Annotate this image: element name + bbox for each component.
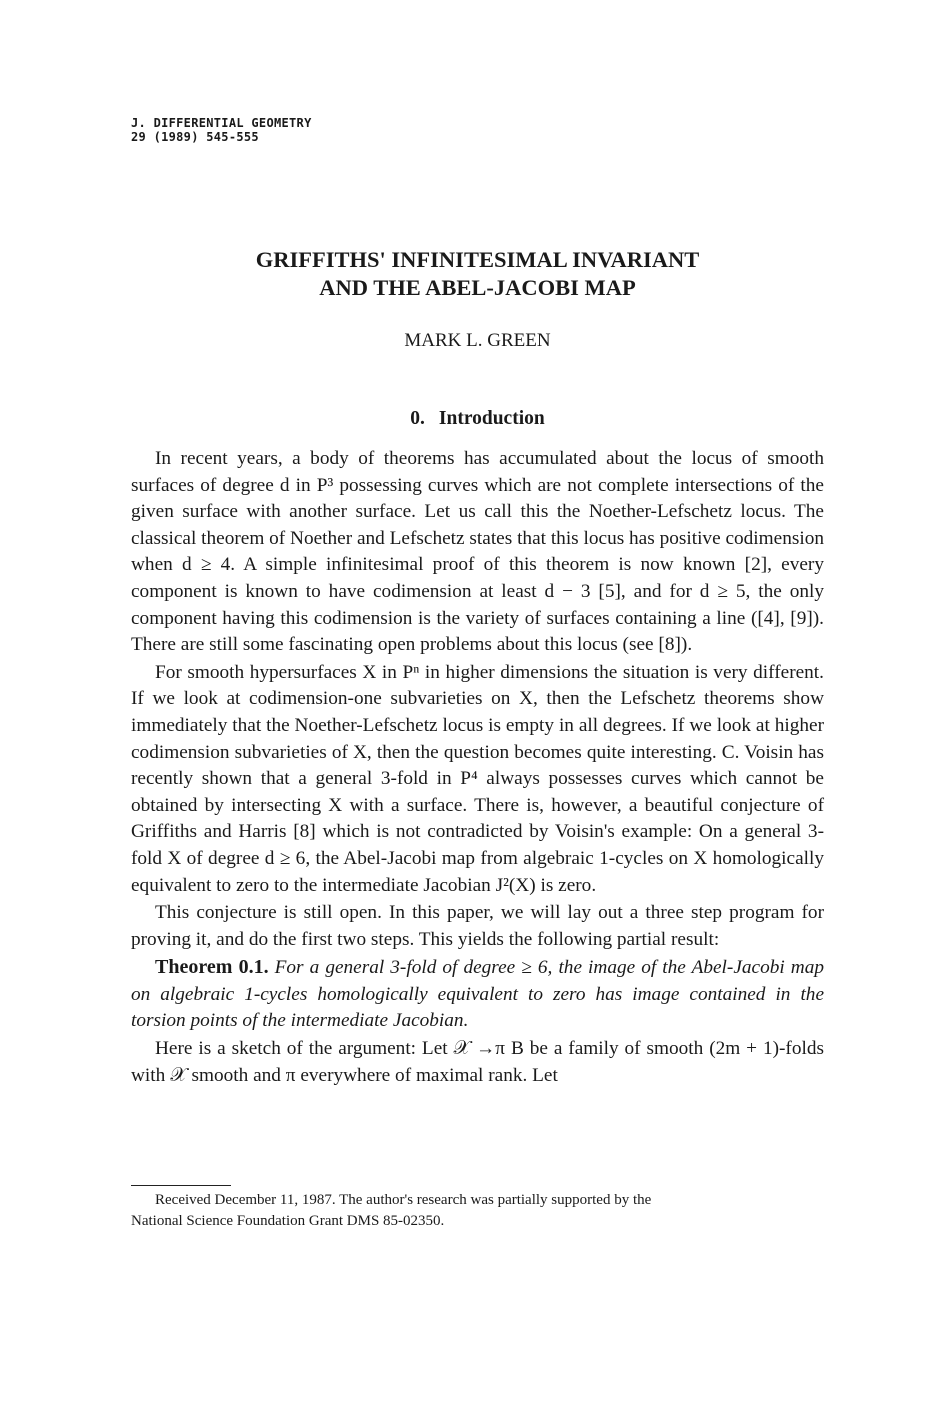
theorem <box>131 954 824 1035</box>
paper-title <box>131 246 824 302</box>
title-line-2: AND THE ABEL-JACOBI MAP <box>319 275 636 300</box>
body-text <box>131 446 824 1089</box>
footnote-rule <box>131 1185 231 1186</box>
footnote-line-1: Received December 11, 1987. The author's research was partially supported by the <box>155 1192 652 1208</box>
journal-citation: 29 (1989) 545-555 <box>131 130 259 144</box>
section-number: 0. <box>410 408 425 429</box>
section-title: Introduction <box>438 408 545 429</box>
paragraph-2: For smooth hypersurfaces X in Pⁿ in higher dimensions the situation is very different. If we look at codimension-one subvarieties on X, then the Lefschetz theorems show immediately that the Noether-Lefschetz locus is empty in all degrees. If we look at higher codimension subvarieties of X, then the question becomes quite interesting. C. Voisin has recently shown that a general 3-fold in P⁴ always possesses curves which cannot be obtained by intersecting X with a surface. There is, however, a beautiful conjecture of Griffiths and Harris [8] which is not contradicted by Voisin's example: On a general 3-fold X of degree d ≥ 6, the Abel-Jacobi map from algebraic 1-cycles on X homologically equivalent to zero to the intermediate Jacobian J²(X) is zero. <box>131 661 824 896</box>
author-name: MARK L. GREEN <box>404 330 551 351</box>
journal-name: J. DIFFERENTIAL GEOMETRY <box>131 116 312 130</box>
paragraph-1: In recent years, a body of theorems has accumulated about the locus of smooth surfaces of degree d in P³ possessing curves which are not complete intersections of the given surface with another surface. Let us call this the Noether-Lefschetz locus. The classical theorem of Noether and Lefschetz states that this locus has positive codimension when d ≥ 4. A simple infinitesimal proof of this theorem is now known [2], every component is known to have codimension at least d − 3 [5], and for d ≥ 5, the only component having this codimension is the variety of surfaces containing a line ([4], [9]). There are still some fascinating open problems about this locus (see [8]). <box>131 448 824 656</box>
footnote <box>131 1190 824 1232</box>
footnote-line-2: National Science Foundation Grant DMS 85-02350. <box>131 1213 445 1229</box>
theorem-label: Theorem 0.1. <box>155 956 269 979</box>
journal-header <box>131 116 312 144</box>
paragraph-3: This conjecture is still open. In this paper, we will lay out a three step program for proving it, and do the first two steps. This yields the following partial result: <box>131 902 824 950</box>
paragraph-5: Here is a sketch of the argument: Let 𝒳 →π B be a family of smooth (2m + 1)-folds with 𝒳 smooth and π everywhere of maximal rank. Let <box>131 1038 824 1086</box>
theorem-statement: For a general 3-fold of degree ≥ 6, the image of the Abel-Jacobi map on algebraic 1-cycles homologically equivalent to zero has image contained in the torsion points of the intermediate Jacobian. <box>131 957 824 1032</box>
title-line-1: GRIFFITHS' INFINITESIMAL INVARIANT <box>255 247 700 272</box>
section-heading <box>131 408 824 430</box>
